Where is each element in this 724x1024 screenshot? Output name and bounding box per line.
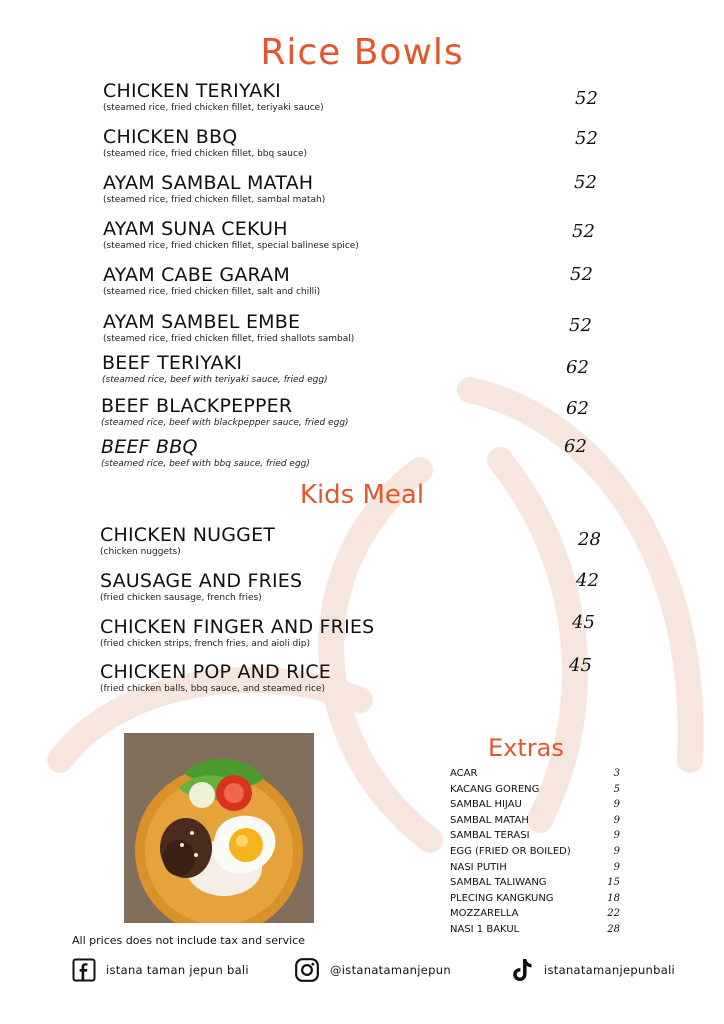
item-name: AYAM SAMBAL MATAH (103, 172, 314, 194)
extra-item (450, 877, 620, 893)
extra-price: 9 (613, 814, 620, 826)
item-name: BEEF BBQ (101, 436, 198, 458)
item-name: BEEF BLACKPEPPER (101, 395, 293, 417)
item-price: 45 (572, 612, 595, 633)
item-name: AYAM SUNA CEKUH (103, 218, 288, 240)
item-name: CHICKEN NUGGET (100, 524, 276, 546)
menu-item (101, 395, 349, 429)
menu-item (101, 436, 310, 470)
item-description: (steamed rice, fried chicken fillet, bbq sauce) (103, 149, 308, 159)
extra-name: PLECING KANGKUNG (450, 892, 554, 904)
menu-item (103, 264, 320, 298)
item-name: SAUSAGE AND FRIES (100, 570, 303, 592)
item-price: 62 (566, 357, 589, 378)
extra-name: SAMBAL TALIWANG (450, 877, 547, 889)
extra-item (450, 815, 620, 831)
menu-item (100, 524, 275, 558)
extra-name: SAMBAL MATAH (450, 814, 529, 826)
extra-item (450, 799, 620, 815)
menu-item (100, 570, 302, 604)
item-description: (chicken nuggets) (100, 547, 181, 557)
item-price: 52 (575, 128, 598, 149)
extra-name: SAMBAL HIJAU (450, 799, 522, 811)
item-price: 62 (566, 398, 589, 419)
menu-item (103, 172, 325, 206)
extra-item (450, 893, 620, 909)
item-price: 52 (574, 172, 597, 193)
extra-price: 28 (607, 923, 620, 935)
extras-list (450, 768, 620, 940)
tiktok-link[interactable] (510, 956, 675, 984)
item-price: 42 (576, 570, 599, 591)
extra-price: 9 (613, 799, 620, 811)
facebook-handle: istana taman jepun bali (106, 963, 249, 977)
extras-title: Extras (488, 734, 564, 762)
instagram-icon (294, 957, 320, 983)
item-price: 45 (569, 655, 592, 676)
item-description: (steamed rice, fried chicken fillet, salt and chilli) (103, 287, 321, 297)
extra-price: 9 (613, 861, 620, 873)
menu-item (100, 616, 374, 650)
item-description: (steamed rice, beef with bbq sauce, fried egg) (101, 459, 310, 469)
item-price: 28 (578, 529, 601, 550)
item-name: BEEF TERIYAKI (102, 352, 243, 374)
menu-item (103, 80, 324, 114)
item-description: (steamed rice, fried chicken fillet, special balinese spice) (103, 241, 359, 251)
item-description: (steamed rice, fried chicken fillet, fried shallots sambal) (103, 334, 355, 344)
extra-item (450, 908, 620, 924)
item-description: (steamed rice, beef with blackpepper sauce, fried egg) (101, 418, 349, 428)
extra-item (450, 846, 620, 862)
item-description: (steamed rice, fried chicken fillet, teriyaki sauce) (103, 103, 324, 113)
extra-item (450, 768, 620, 784)
instagram-link[interactable] (294, 956, 451, 984)
item-description: (fried chicken balls, bbq sauce, and steamed rice) (100, 684, 325, 694)
item-name: CHICKEN BBQ (103, 126, 238, 148)
food-photo (124, 733, 314, 923)
extra-price: 9 (613, 845, 620, 857)
item-name: CHICKEN TERIYAKI (103, 80, 281, 102)
extra-price: 3 (613, 768, 620, 779)
extra-name: NASI 1 BAKUL (450, 923, 520, 935)
extra-price: 22 (607, 908, 620, 920)
extra-item (450, 784, 620, 800)
item-name: CHICKEN POP AND RICE (100, 661, 332, 683)
facebook-link[interactable] (72, 956, 249, 984)
kids-meal-title: Kids Meal (299, 480, 425, 510)
menu-item (103, 126, 307, 160)
extra-item (450, 862, 620, 878)
extra-name: EGG (FRIED OR BOILED) (450, 845, 571, 857)
extra-name: MOZZARELLA (450, 908, 519, 920)
item-description: (steamed rice, fried chicken fillet, sambal matah) (103, 195, 326, 205)
menu-item (103, 311, 354, 345)
facebook-icon (72, 958, 96, 982)
instagram-handle: @istanatamanjepun (330, 963, 451, 977)
rice-bowls-title: Rice Bowls (260, 32, 464, 73)
extra-item (450, 830, 620, 846)
item-name: AYAM SAMBEL EMBE (103, 311, 301, 333)
menu-item (100, 661, 331, 695)
item-price: 52 (575, 88, 598, 109)
extra-price: 18 (607, 892, 620, 904)
extra-price: 15 (607, 877, 620, 889)
tiktok-icon (510, 957, 534, 983)
item-price: 62 (564, 436, 587, 457)
item-price: 52 (569, 315, 592, 336)
item-price: 52 (572, 221, 595, 242)
extra-name: SAMBAL TERASI (450, 830, 530, 842)
extra-price: 5 (613, 783, 620, 795)
menu-item (102, 352, 328, 386)
menu-item (103, 218, 359, 252)
item-price: 52 (570, 264, 593, 285)
extra-name: NASI PUTIH (450, 861, 507, 873)
price-footnote: All prices does not include tax and service (72, 934, 305, 947)
extra-name: KACANG GORENG (450, 783, 540, 795)
extra-name: ACAR (450, 768, 478, 779)
extra-item (450, 924, 620, 940)
tiktok-handle: istanatamanjepunbali (544, 963, 676, 977)
item-description: (fried chicken sausage, french fries) (100, 593, 262, 603)
item-description: (steamed rice, beef with teriyaki sauce, fried egg) (102, 375, 328, 385)
extra-price: 9 (613, 830, 620, 842)
item-name: CHICKEN FINGER AND FRIES (100, 616, 375, 638)
item-name: AYAM CABE GARAM (103, 264, 290, 286)
item-description: (fried chicken strips, french fries, and aioli dip) (100, 639, 310, 649)
